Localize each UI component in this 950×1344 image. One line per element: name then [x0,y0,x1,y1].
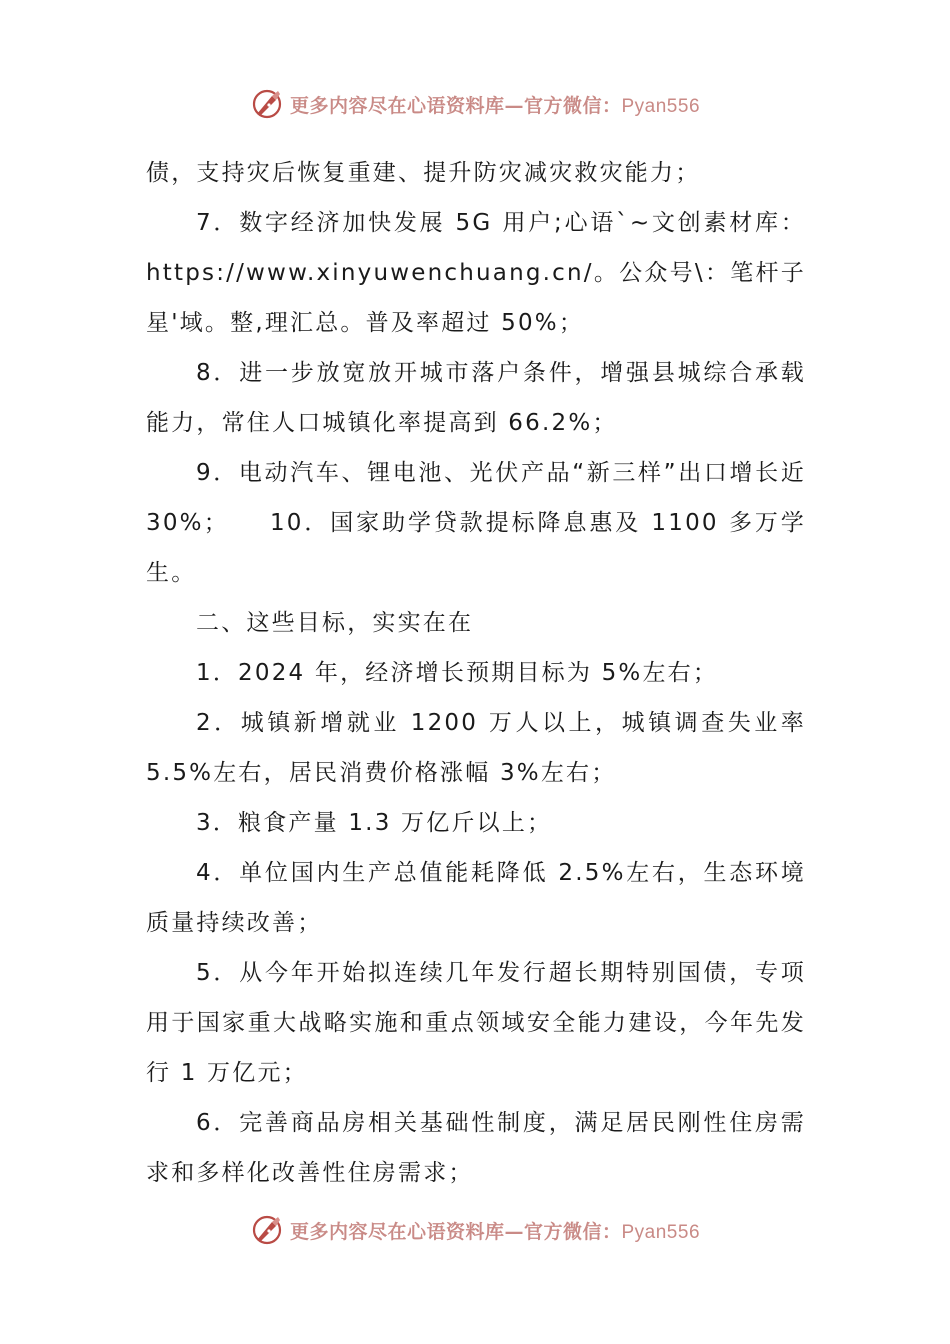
paragraph-goal-5: 5．从今年开始拟连续几年发行超长期特别国债，专项用于国家重大战略实施和重点领域安全能力建设，今年先发行 1 万亿元； [146,960,806,1086]
section-heading-2: 二、这些目标，实实在在 [196,610,474,636]
document-body [146,148,806,1198]
paragraph-goal-4: 4．单位国内生产总值能耗降低 2.5%左右，生态环境质量持续改善； [146,860,806,936]
paragraph-goal-2: 2．城镇新增就业 1200 万人以上，城镇调查失业率 5.5%左右，居民消费价格涨幅 3%左右； [146,710,806,786]
paragraph-item-8: 8．进一步放宽放开城市落户条件，增强县城综合承载能力，常住人口城镇化率提高到 66.2%； [146,360,806,436]
paragraph-continuation: 债，支持灾后恢复重建、提升防灾减灾救灾能力； [146,160,701,186]
paragraph-goal-6: 6．完善商品房相关基础性制度，满足居民刚性住房需求和多样化改善性住房需求； [146,1110,806,1186]
pen-nib-circle-icon [250,1213,284,1247]
footer-banner [0,1210,950,1250]
paragraph-goal-1: 1．2024 年，经济增长预期目标为 5%左右； [196,660,719,686]
paragraph-item-7: 7．数字经济加快发展 5G 用户;心语`~文创素材库：https://www.xinyuwenchuang.cn/。公众号\：笔杆子星'域。整,理汇总。普及率超过 50%； [146,210,806,336]
footer-banner-text [290,1217,700,1244]
paragraph-goal-3: 3．粮食产量 1.3 万亿斤以上； [196,810,553,836]
header-banner-text [290,91,700,118]
footer-banner-label: 更多内容尽在心语资料库—官方微信： [289,1220,622,1243]
header-banner [0,84,950,124]
paragraph-item-9-10: 9．电动汽车、锂电池、光伏产品“新三样”出口增长近 30%； 10．国家助学贷款提标降息惠及 1100 多万学生。 [146,460,806,586]
header-banner-label: 更多内容尽在心语资料库—官方微信： [289,94,622,117]
footer-wechat-id: Pyan556 [621,1221,701,1243]
pen-nib-circle-icon [250,87,284,121]
header-wechat-id: Pyan556 [621,95,701,117]
